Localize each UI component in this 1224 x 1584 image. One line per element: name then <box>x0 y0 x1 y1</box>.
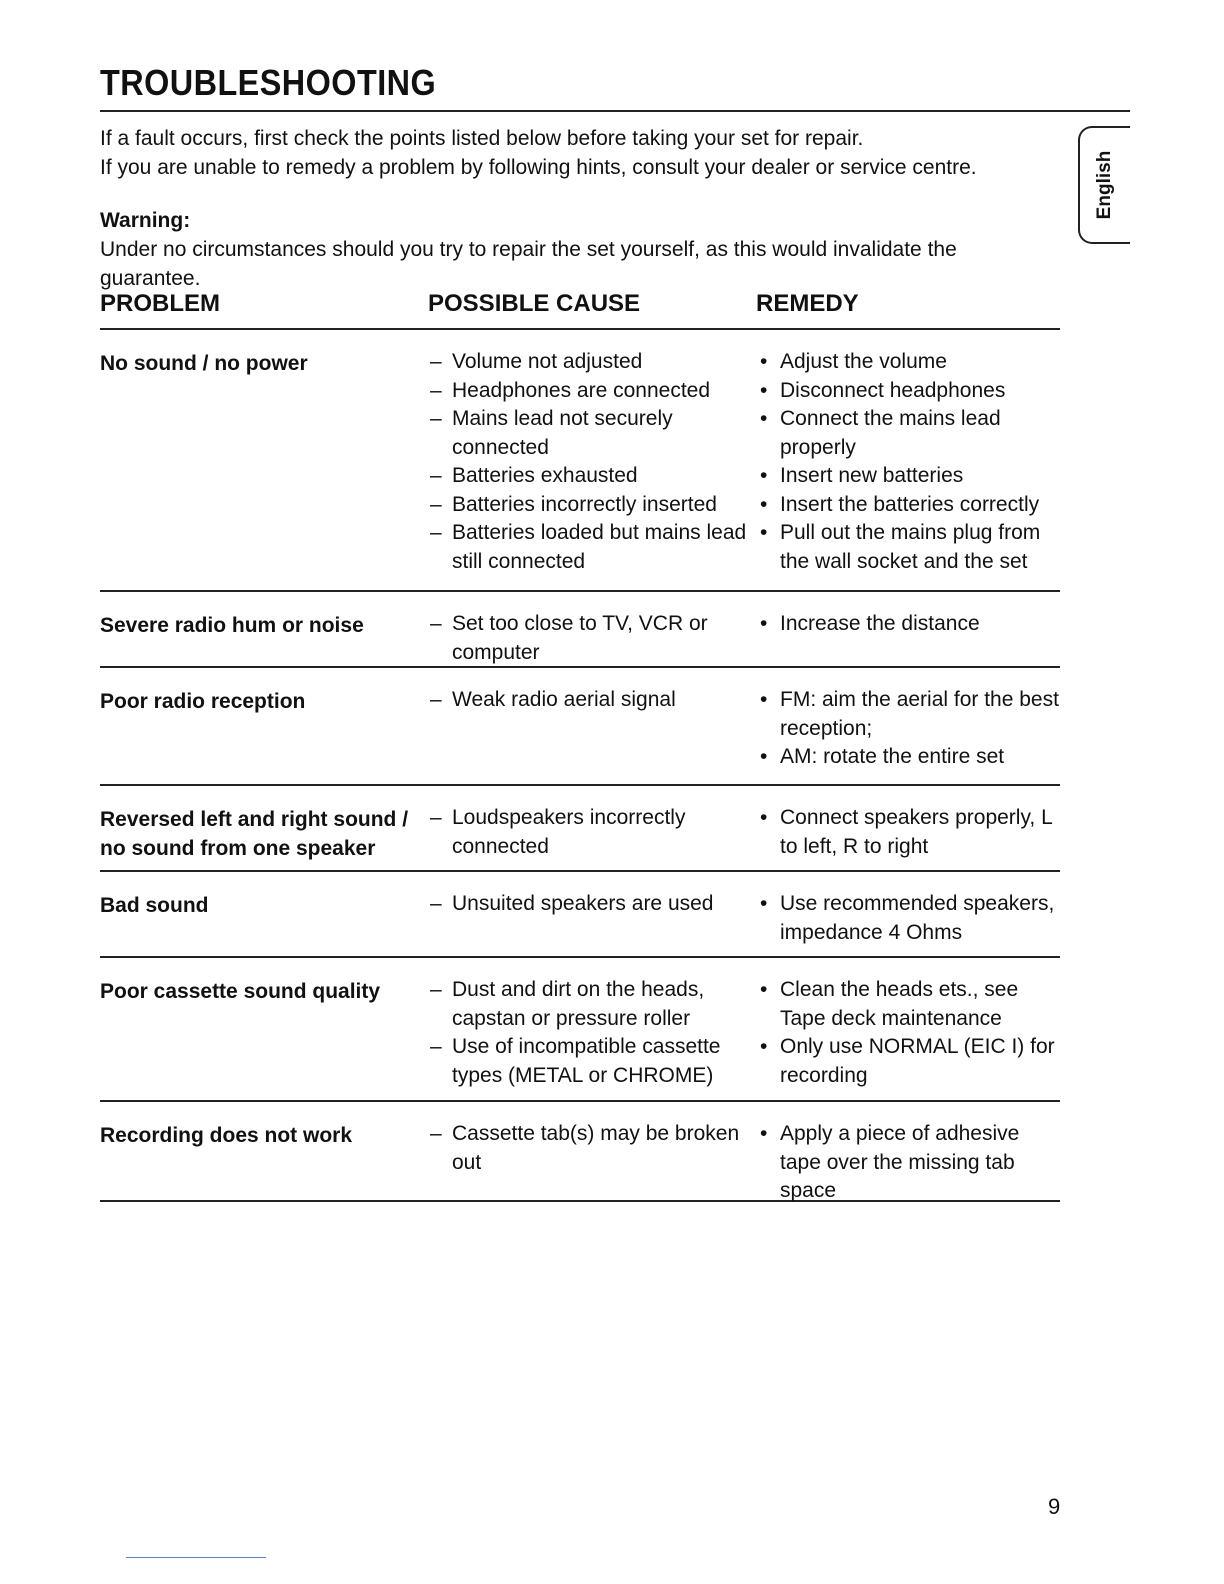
cause-item: – Batteries incorrectly inserted <box>428 491 756 520</box>
cause-list <box>428 1120 756 1200</box>
table-row <box>100 330 1060 592</box>
remedy-item: • Pull out the mains plug from the wall socket and the set <box>756 519 1060 576</box>
remedy-item: • Apply a piece of adhesive tape over the missing tab space <box>756 1120 1060 1206</box>
title-divider <box>100 110 1130 112</box>
warning-text: Under no circumstances should you try to repair the set yourself, as this would invalidate the guarantee. <box>100 238 957 290</box>
remedy-list <box>756 976 1060 1100</box>
cause-item: – Weak radio aerial signal <box>428 686 756 715</box>
problem-cell: Poor radio reception <box>100 690 306 713</box>
cause-item: – Unsuited speakers are used <box>428 890 756 919</box>
cause-list <box>428 804 756 870</box>
remedy-list <box>756 686 1060 784</box>
problem-cell: Reversed left and right sound / no sound from one speaker <box>100 808 409 860</box>
problem-cell: No sound / no power <box>100 352 308 375</box>
remedy-list <box>756 804 1060 870</box>
remedy-item: • Only use NORMAL (EIC I) for recording <box>756 1033 1060 1090</box>
cause-list <box>428 890 756 956</box>
cause-item: – Set too close to TV, VCR or computer <box>428 610 756 667</box>
table-row <box>100 786 1060 872</box>
table-row <box>100 958 1060 1102</box>
header-problem: PROBLEM <box>100 290 220 317</box>
language-tab-label: English <box>1094 150 1115 220</box>
remedy-item: • Clean the heads ets., see Tape deck maintenance <box>756 976 1060 1033</box>
cause-item: – Batteries exhausted <box>428 462 756 491</box>
remedy-list <box>756 610 1060 666</box>
remedy-item: • Increase the distance <box>756 610 1060 639</box>
header-cause: POSSIBLE CAUSE <box>428 290 641 317</box>
problem-cell: Severe radio hum or noise <box>100 614 364 637</box>
remedy-item: • Insert the batteries correctly <box>756 491 1060 520</box>
remedy-item: • Connect the mains lead properly <box>756 405 1060 462</box>
cause-item: – Dust and dirt on the heads, capstan or pressure roller <box>428 976 756 1033</box>
intro-line-1: If a fault occurs, first check the points listed below before taking your set for repair. <box>100 127 864 150</box>
remedy-item: • Insert new batteries <box>756 462 1060 491</box>
table-row <box>100 872 1060 958</box>
page-number: 9 <box>1048 1494 1061 1519</box>
remedy-list <box>756 1120 1060 1200</box>
remedy-item-continued <box>756 743 1060 772</box>
troubleshooting-table <box>100 290 1060 1202</box>
remedy-item: • Use recommended speakers, impedance 4 Ohms <box>756 890 1060 947</box>
intro-section <box>100 124 1060 293</box>
remedy-list <box>756 890 1060 956</box>
cause-item: – Batteries loaded but mains lead still connected <box>428 519 756 576</box>
remedy-item: • Connect speakers properly, L to left, R to right <box>756 804 1060 861</box>
cause-list <box>428 976 756 1100</box>
cause-item: – Loudspeakers incorrectly connected <box>428 804 756 861</box>
footer-rule <box>126 1557 266 1558</box>
page-title: TROUBLESHOOTING <box>100 62 437 103</box>
remedy-item: • Adjust the volume <box>756 348 1060 377</box>
problem-cell: Bad sound <box>100 894 209 917</box>
cause-item: – Use of incompatible cassette types (METAL or CHROME) <box>428 1033 756 1090</box>
cause-list <box>428 686 756 784</box>
remedy-item: • Disconnect headphones <box>756 377 1060 406</box>
problem-cell: Recording does not work <box>100 1124 353 1147</box>
intro-line-2: If you are unable to remedy a problem by following hints, consult your dealer or service centre. <box>100 156 977 179</box>
header-remedy: REMEDY <box>756 290 859 317</box>
cause-list <box>428 348 756 590</box>
cause-item: – Volume not adjusted <box>428 348 756 377</box>
table-header <box>100 290 1060 330</box>
remedy-item-text: AM: rotate the entire set <box>780 745 1005 768</box>
cause-item: – Headphones are connected <box>428 377 756 406</box>
language-tab <box>1078 126 1130 244</box>
cause-list <box>428 610 756 666</box>
warning-title: Warning: <box>100 209 191 232</box>
remedy-item: • FM: aim the aerial for the best reception; <box>756 686 1060 743</box>
table-row <box>100 668 1060 786</box>
table-row <box>100 1102 1060 1202</box>
cause-item: – Cassette tab(s) may be broken out <box>428 1120 756 1177</box>
cause-item: – Mains lead not securely connected <box>428 405 756 462</box>
remedy-list <box>756 348 1060 590</box>
table-row <box>100 592 1060 668</box>
problem-cell: Poor cassette sound quality <box>100 980 381 1003</box>
